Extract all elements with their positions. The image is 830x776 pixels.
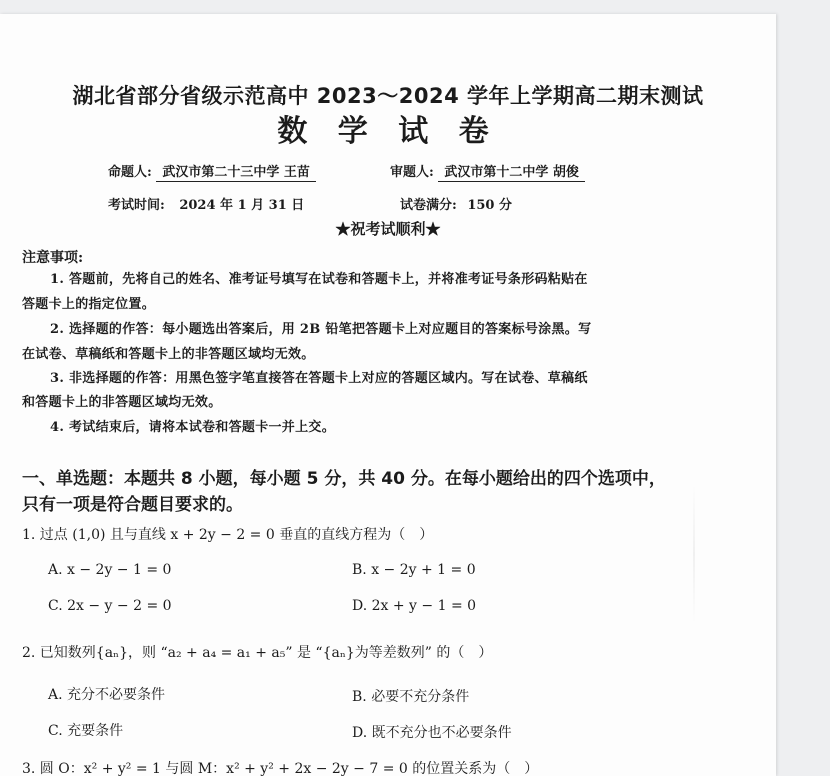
setter-label: 命题人: xyxy=(108,165,152,180)
notice-heading: 注意事项: xyxy=(22,250,84,266)
reviewer-label: 审题人: xyxy=(390,165,434,180)
question-2-option-c: C. 充要条件 xyxy=(48,723,124,739)
section-heading-line1: 一、单选题：本题共 8 小题，每小题 5 分，共 40 分。在每小题给出的四个选项中， xyxy=(22,469,666,489)
notice-line: 3. 非选择题的作答：用黑色签字笔直接答在答题卡上对应的答题区域内。写在试卷、草稿纸 xyxy=(50,371,588,386)
question-3-stem: 3. 圆 O：x² + y² = 1 与圆 M：x² + y² + 2x − 2y − 7 = 0 的位置关系为（ ） xyxy=(22,761,539,776)
exam-time-value: 2024 年 1 月 31 日 xyxy=(179,198,305,213)
question-2-option-b: B. 必要不充分条件 xyxy=(352,689,470,705)
notice-line: 2. 选择题的作答：每小题选出答案后，用 2B 铅笔把答题卡上对应题目的答案标号涂黑。写 xyxy=(50,322,592,337)
notice-line: 答题卡上的指定位置。 xyxy=(22,297,156,312)
question-2-option-a: A. 充分不必要条件 xyxy=(48,687,166,703)
exam-time-row xyxy=(108,194,304,213)
reviewer-row xyxy=(390,161,585,180)
reviewer-value: 武汉市第十二中学 胡俊 xyxy=(438,165,585,182)
question-2-option-d: D. 既不充分也不必要条件 xyxy=(352,725,512,741)
notice-line: 4. 考试结束后，请将本试卷和答题卡一并上交。 xyxy=(50,420,335,435)
exam-subject-title: 数 学 试 卷 xyxy=(277,114,499,149)
section-heading-line2: 只有一项是符合题目要求的。 xyxy=(22,495,243,515)
question-1-option-c: C. 2x − y − 2 = 0 xyxy=(48,598,172,614)
notice-line: 1. 答题前，先将自己的姓名、准考证号填写在试卷和答题卡上，并将准考证号条形码粘贴在 xyxy=(50,272,588,287)
question-1-option-a: A. x − 2y − 1 = 0 xyxy=(48,562,172,578)
full-score-value: 150 分 xyxy=(467,198,513,213)
exam-page xyxy=(0,14,776,776)
viewer-right-strip xyxy=(776,14,830,776)
question-1-stem: 1. 过点 (1,0) 且与直线 x + 2y − 2 = 0 垂直的直线方程为（ ） xyxy=(22,527,434,543)
full-score-row xyxy=(400,194,512,213)
scan-artifact xyxy=(693,484,695,624)
question-1-option-b: B. x − 2y + 1 = 0 xyxy=(352,562,476,578)
question-1-option-d: D. 2x + y − 1 = 0 xyxy=(352,598,477,614)
exam-title: 湖北省部分省级示范高中 2023～2024 学年上学期高二期末测试 xyxy=(72,84,704,108)
good-luck-line: ★祝考试顺利★ xyxy=(335,220,441,238)
setter-row xyxy=(108,161,316,180)
notice-line: 在试卷、草稿纸和答题卡上的非答题区域均无效。 xyxy=(22,347,315,362)
exam-time-label: 考试时间: xyxy=(108,198,165,213)
setter-value: 武汉市第二十三中学 王苗 xyxy=(156,165,316,182)
notice-line: 和答题卡上的非答题区域均无效。 xyxy=(22,395,222,410)
viewer-top-strip xyxy=(0,0,830,14)
question-2-stem: 2. 已知数列{aₙ}，则 “a₂ + a₄ = a₁ + a₅” 是 “{aₙ}为等差数列” 的（ ） xyxy=(22,645,493,661)
full-score-label: 试卷满分: xyxy=(400,198,457,213)
